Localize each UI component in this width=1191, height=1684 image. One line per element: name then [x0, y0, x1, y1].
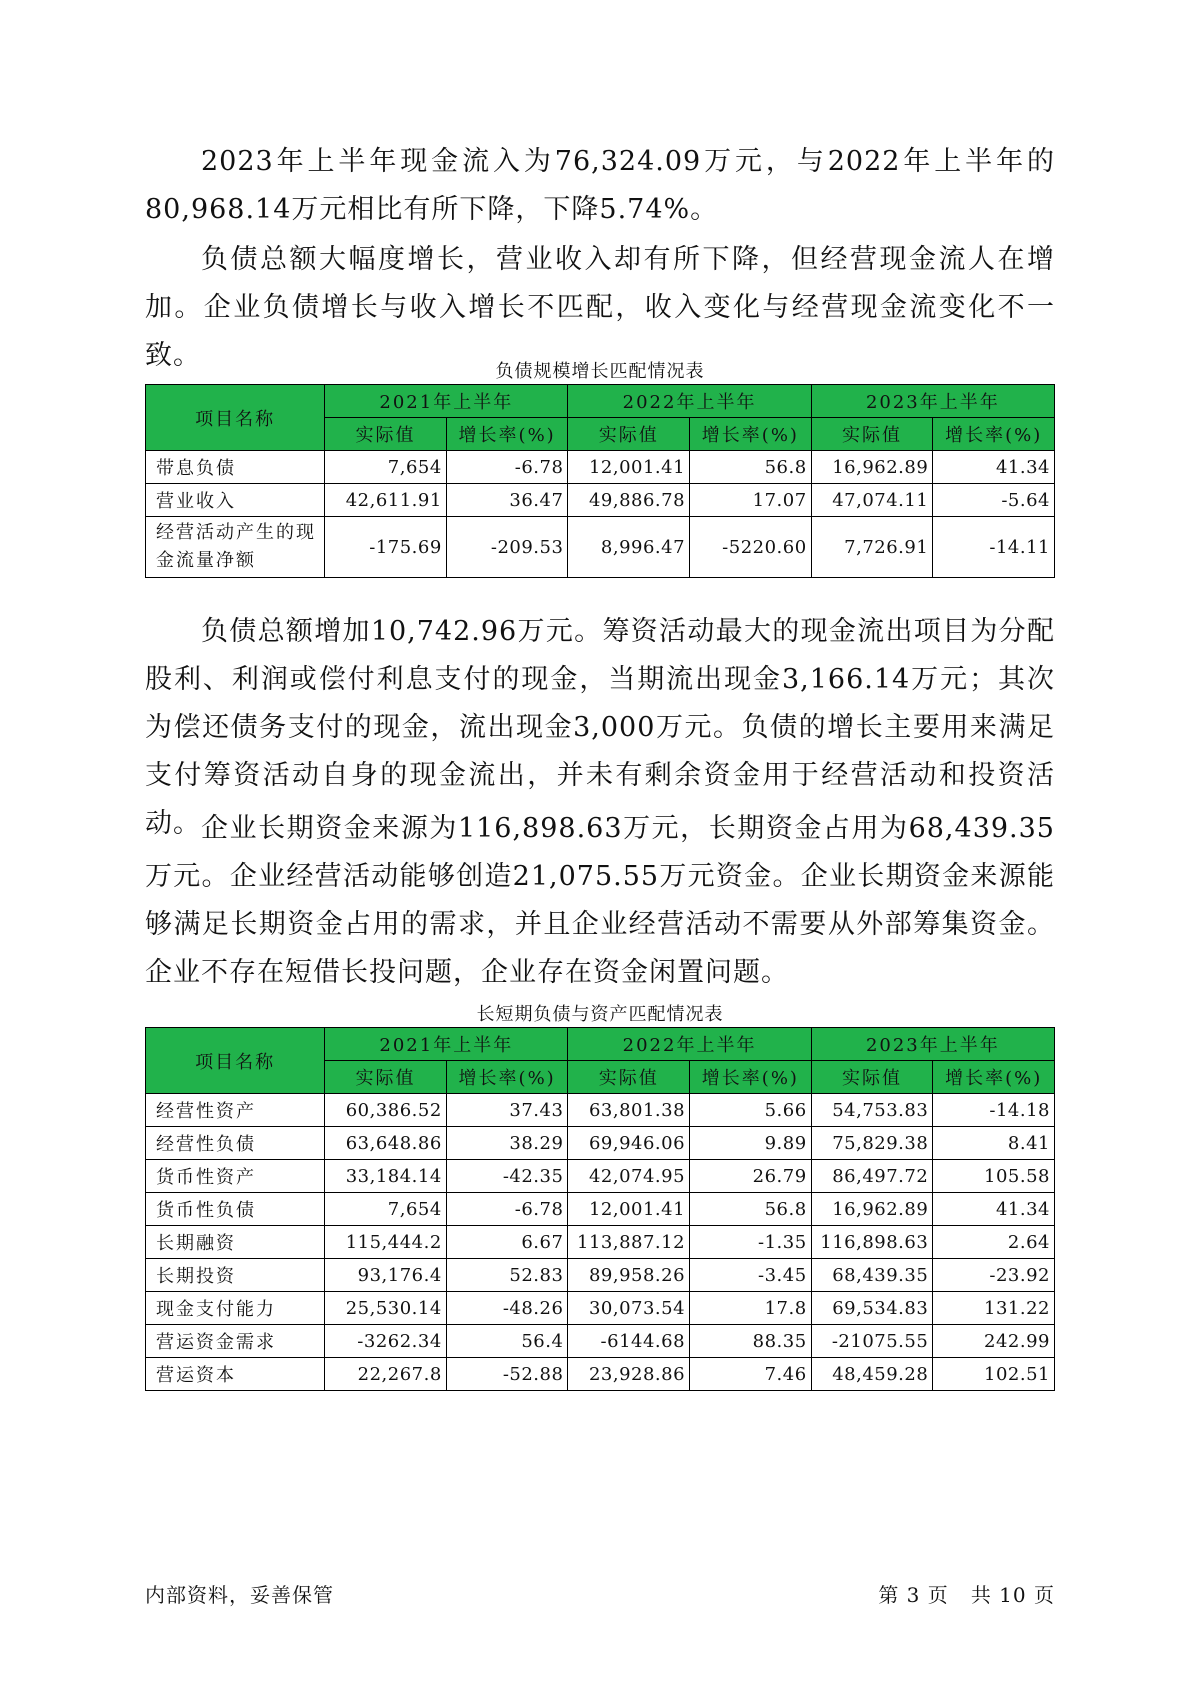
growth-rate-cell: 41.34 [933, 1193, 1055, 1226]
header-growth: 增长率(%) [690, 1061, 812, 1094]
header-year-2022: 2022年上半年 [568, 385, 811, 418]
growth-rate-cell: 17.07 [690, 484, 812, 517]
actual-value-cell: 54,753.83 [811, 1094, 933, 1127]
table-row [146, 1127, 1055, 1160]
actual-value-cell: 33,184.14 [325, 1160, 447, 1193]
actual-value-cell: 16,962.89 [811, 1193, 933, 1226]
growth-rate-cell: -14.11 [933, 517, 1055, 578]
actual-value-cell: 63,801.38 [568, 1094, 690, 1127]
row-label: 现金支付能力 [146, 1292, 325, 1325]
row-label: 长期投资 [146, 1259, 325, 1292]
paragraph-debt-growth: 负债总额大幅度增长，营业收入却有所下降，但经营现金流人在增加。企业负债增长与收入增长不匹配，收入变化与经营现金流变化不一致。 [145, 244, 1055, 371]
actual-value-cell: 86,497.72 [811, 1160, 933, 1193]
table-row [146, 1226, 1055, 1259]
header-growth: 增长率(%) [446, 1061, 568, 1094]
growth-rate-cell: 38.29 [446, 1127, 568, 1160]
paragraph-debt-increase: 负债总额增加10,742.96万元。筹资活动最大的现金流出项目为分配股利、利润或偿付利息支付的现金，当期流出现金3,166.14万元；其次为偿还债务支付的现金，流出现金3,000万元。负债的增长主要用来满足支付筹资活动自身的现金流出，并未有剩余资金用于经营活动和投资活动。 [145, 616, 1055, 839]
growth-rate-cell: -48.26 [446, 1292, 568, 1325]
actual-value-cell: 49,886.78 [568, 484, 690, 517]
row-label: 带息负债 [146, 451, 325, 484]
actual-value-cell: 7,654 [325, 451, 447, 484]
growth-rate-cell: 105.58 [933, 1160, 1055, 1193]
actual-value-cell: 8,996.47 [568, 517, 690, 578]
growth-rate-cell: 2.64 [933, 1226, 1055, 1259]
actual-value-cell: 42,074.95 [568, 1160, 690, 1193]
row-label: 营运资金需求 [146, 1325, 325, 1358]
actual-value-cell: 12,001.41 [568, 451, 690, 484]
header-year-2021: 2021年上半年 [325, 1028, 568, 1061]
actual-value-cell: 89,958.26 [568, 1259, 690, 1292]
header-year-2022: 2022年上半年 [568, 1028, 811, 1061]
row-label: 营业收入 [146, 484, 325, 517]
table-row [146, 1358, 1055, 1391]
actual-value-cell: 69,534.83 [811, 1292, 933, 1325]
header-actual: 实际值 [325, 1061, 447, 1094]
growth-rate-cell: 17.8 [690, 1292, 812, 1325]
actual-value-cell: 68,439.35 [811, 1259, 933, 1292]
actual-value-cell: 16,962.89 [811, 451, 933, 484]
growth-rate-cell: 6.67 [446, 1226, 568, 1259]
header-year-2023: 2023年上半年 [811, 1028, 1054, 1061]
growth-rate-cell: 8.41 [933, 1127, 1055, 1160]
actual-value-cell: 113,887.12 [568, 1226, 690, 1259]
actual-value-cell: 63,648.86 [325, 1127, 447, 1160]
table2-caption: 长短期负债与资产匹配情况表 [476, 1004, 724, 1025]
table-row [146, 1292, 1055, 1325]
growth-rate-cell: -42.35 [446, 1160, 568, 1193]
asset-liability-matching-table [145, 1027, 1055, 1391]
header-growth: 增长率(%) [933, 1061, 1055, 1094]
table1-caption: 负债规模增长匹配情况表 [495, 361, 705, 382]
header-actual: 实际值 [568, 418, 690, 451]
actual-value-cell: -3262.34 [325, 1325, 447, 1358]
growth-rate-cell: 131.22 [933, 1292, 1055, 1325]
growth-rate-cell: 56.4 [446, 1325, 568, 1358]
growth-rate-cell: -5.64 [933, 484, 1055, 517]
growth-rate-cell: -1.35 [690, 1226, 812, 1259]
footer-confidential-note: 内部资料，妥善保管 [145, 1583, 334, 1607]
header-year-2023: 2023年上半年 [811, 385, 1054, 418]
growth-rate-cell: 36.47 [446, 484, 568, 517]
actual-value-cell: 42,611.91 [325, 484, 447, 517]
actual-value-cell: 93,176.4 [325, 1259, 447, 1292]
debt-scale-table [145, 384, 1055, 578]
growth-rate-cell: 52.83 [446, 1259, 568, 1292]
actual-value-cell: 30,073.54 [568, 1292, 690, 1325]
header-item-name: 项目名称 [146, 1028, 325, 1094]
growth-rate-cell: 56.8 [690, 451, 812, 484]
header-growth: 增长率(%) [690, 418, 812, 451]
header-actual: 实际值 [325, 418, 447, 451]
header-year-2021: 2021年上半年 [325, 385, 568, 418]
actual-value-cell: 48,459.28 [811, 1358, 933, 1391]
table-row [146, 1193, 1055, 1226]
actual-value-cell: 47,074.11 [811, 484, 933, 517]
row-label: 营运资本 [146, 1358, 325, 1391]
actual-value-cell: -175.69 [325, 517, 447, 578]
table-row [146, 484, 1055, 517]
paragraph-long-term-funds: 企业长期资金来源为116,898.63万元，长期资金占用为68,439.35万元。企业经营活动能够创造21,075.55万元资金。企业长期资金来源能够满足长期资金占用的需求，并且企业经营活动不需要从外部筹集资金。企业不存在短借长投问题，企业存在资金闲置问题。 [145, 813, 1055, 988]
growth-rate-cell: -23.92 [933, 1259, 1055, 1292]
row-label: 货币性负债 [146, 1193, 325, 1226]
actual-value-cell: 23,928.86 [568, 1358, 690, 1391]
table-row [146, 1160, 1055, 1193]
growth-rate-cell: 41.34 [933, 451, 1055, 484]
row-label: 经营性负债 [146, 1127, 325, 1160]
table-row [146, 1094, 1055, 1127]
growth-rate-cell: -3.45 [690, 1259, 812, 1292]
growth-rate-cell: -6.78 [446, 451, 568, 484]
header-actual: 实际值 [811, 418, 933, 451]
table-row [146, 451, 1055, 484]
header-item-name: 项目名称 [146, 385, 325, 451]
actual-value-cell: 7,654 [325, 1193, 447, 1226]
header-actual: 实际值 [568, 1061, 690, 1094]
header-actual: 实际值 [811, 1061, 933, 1094]
growth-rate-cell: -209.53 [446, 517, 568, 578]
actual-value-cell: -21075.55 [811, 1325, 933, 1358]
growth-rate-cell: -14.18 [933, 1094, 1055, 1127]
row-label: 长期融资 [146, 1226, 325, 1259]
growth-rate-cell: -52.88 [446, 1358, 568, 1391]
table-row [146, 1325, 1055, 1358]
growth-rate-cell: 9.89 [690, 1127, 812, 1160]
actual-value-cell: -6144.68 [568, 1325, 690, 1358]
growth-rate-cell: 88.35 [690, 1325, 812, 1358]
growth-rate-cell: 56.8 [690, 1193, 812, 1226]
growth-rate-cell: 26.79 [690, 1160, 812, 1193]
growth-rate-cell: -6.78 [446, 1193, 568, 1226]
actual-value-cell: 115,444.2 [325, 1226, 447, 1259]
header-growth: 增长率(%) [446, 418, 568, 451]
growth-rate-cell: -5220.60 [690, 517, 812, 578]
actual-value-cell: 12,001.41 [568, 1193, 690, 1226]
growth-rate-cell: 102.51 [933, 1358, 1055, 1391]
row-label: 经营性资产 [146, 1094, 325, 1127]
actual-value-cell: 69,946.06 [568, 1127, 690, 1160]
actual-value-cell: 60,386.52 [325, 1094, 447, 1127]
growth-rate-cell: 242.99 [933, 1325, 1055, 1358]
growth-rate-cell: 37.43 [446, 1094, 568, 1127]
growth-rate-cell: 5.66 [690, 1094, 812, 1127]
row-label: 货币性资产 [146, 1160, 325, 1193]
growth-rate-cell: 7.46 [690, 1358, 812, 1391]
table-row [146, 517, 1055, 578]
paragraph-cash-inflow: 2023年上半年现金流入为76,324.09万元，与2022年上半年的80,968.14万元相比有所下降，下降5.74%。 [145, 146, 1055, 225]
row-label: 经营活动产生的现金流量净额 [146, 517, 325, 578]
actual-value-cell: 7,726.91 [811, 517, 933, 578]
footer-page-number: 第 3 页 共 10 页 [878, 1583, 1055, 1607]
table-row [146, 1259, 1055, 1292]
actual-value-cell: 22,267.8 [325, 1358, 447, 1391]
actual-value-cell: 116,898.63 [811, 1226, 933, 1259]
header-growth: 增长率(%) [933, 418, 1055, 451]
actual-value-cell: 75,829.38 [811, 1127, 933, 1160]
actual-value-cell: 25,530.14 [325, 1292, 447, 1325]
